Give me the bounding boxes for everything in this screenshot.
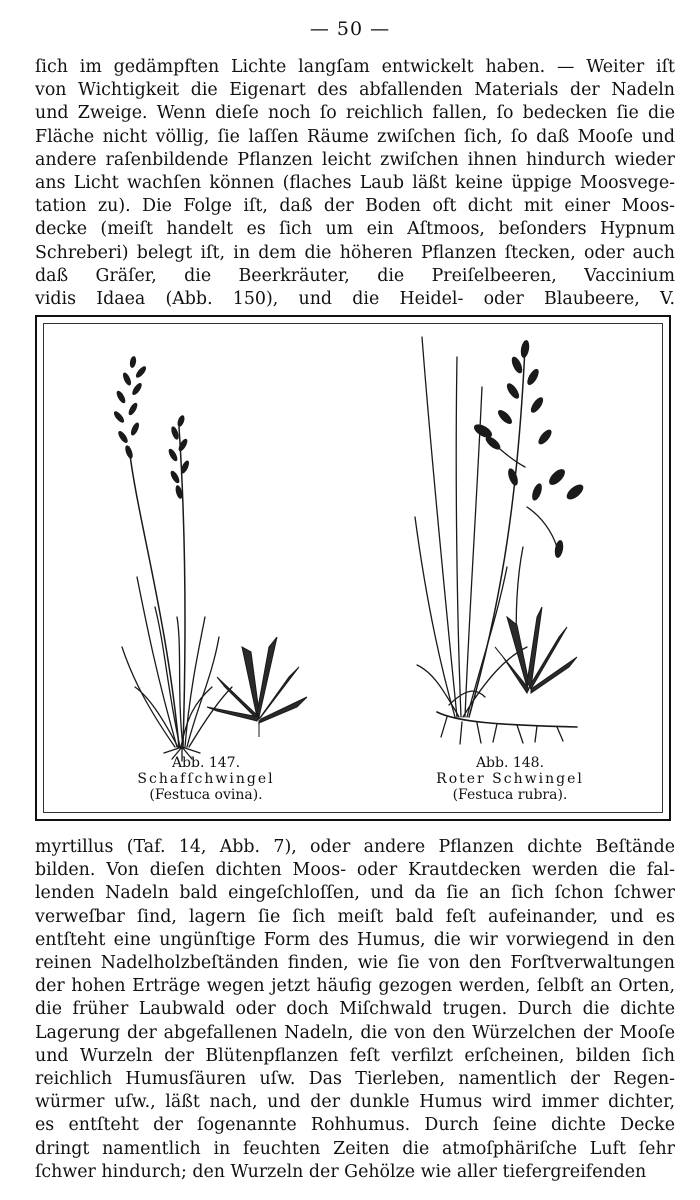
text-line: Lagerung der abgefallenen Nadeln, die von den Würzelchen der Mooſe — [35, 1022, 675, 1043]
paragraph-top — [35, 56, 675, 311]
text-line: der hohen Erträge wegen jetzt häufig gezogen werden, ſelbſt an Orten, — [35, 976, 675, 997]
caption-abb-148 — [395, 755, 625, 803]
text-line: entſteht eine ungünſtige Form des Humus, die wir vorwiegend in den — [35, 929, 675, 950]
text-line: andere raſenbildende Pflanzen leicht zwiſchen ihnen hindurch wieder — [35, 149, 675, 170]
text-line: bilden. Von dieſen dichten Moos- oder Krautdecken werden die fal- — [35, 860, 675, 881]
text-line: reichlich Humusſäuren uſw. Das Tierleben, namentlich der Regen- — [35, 1069, 675, 1090]
text-line: es entſteht der ſogenannte Rohhumus. Durch ſeine dichte Decke — [35, 1115, 675, 1136]
figure-number: Abb. 147. — [171, 755, 241, 771]
text-line: myrtillus (Taf. 14, Abb. 7), oder andere Pflanzen dichte Beſtände — [35, 837, 675, 857]
figure-title: Roter Schwingel — [436, 771, 584, 787]
text-line: von Wichtigkeit die Eigenart des abfallenden Materials der Nadeln — [35, 80, 675, 101]
text-line: lenden Nadeln bald eingeſchloſſen, und da ſie an ſich ſchon ſchwer — [35, 883, 675, 904]
figure-title: Schafſchwingel — [137, 771, 275, 787]
text-line: Schreberi) belegt iſt, in dem die höheren Pflanzen ſtecken, oder auch — [35, 242, 675, 263]
text-line: würmer uſw., läßt nach, und der dunkle Humus wird immer dichter, — [35, 1092, 675, 1113]
text-line: die früher Laubwald oder doch Miſchwald trugen. Durch die dichte — [35, 999, 675, 1020]
figure-latin-name: (Festuca ovina). — [149, 787, 263, 803]
figure-box — [35, 315, 671, 821]
text-line: ſich im gedämpften Lichte langſam entwickelt haben. — Weiter iſt — [35, 57, 675, 77]
text-line: reinen Nadelholzbeſtänden finden, wie ſie von den Forſtverwaltungen — [35, 953, 675, 974]
spikelet-cluster — [112, 356, 148, 460]
text-line: decke (meiſt handelt es ſich um ein Aſtmoos, beſonders Hypnum — [35, 219, 675, 240]
figure-number: Abb. 148. — [475, 755, 545, 771]
text-line: vidis Idaea (Abb. 150), und die Heidel- oder Blaubeere, V. — [35, 289, 675, 310]
text-line: Fläche nicht völlig, ſie laſſen Räume zwiſchen ſich, ſo daß Mooſe und — [35, 126, 675, 147]
text-line: tation zu). Die Folge iſt, daß der Boden oft dicht mit einer Moos- — [35, 196, 675, 217]
caption-abb-147 — [101, 755, 311, 803]
text-line: ſchwer hindurch; den Wurzeln der Gehölze wie aller tiefergreifenden — [35, 1161, 647, 1182]
festuca-rubra-illustration — [415, 337, 577, 744]
text-line: verweſbar ſind, lagern ſie ſich meiſt bald feſt aufeinander, und es — [35, 906, 675, 927]
text-line: dringt namentlich in feuchten Zeiten die atmoſphäriſche Luft ſehr — [35, 1138, 675, 1159]
text-line: und Wurzeln der Blütenpflanzen feſt verfilzt erſcheinen, bilden ſich — [35, 1045, 675, 1066]
page-number: — 50 — — [309, 18, 391, 40]
festuca-ovina-illustration — [37, 317, 673, 823]
text-line: daß Gräſer, die Beerkräuter, die Preiſelbeeren, Vaccinium — [35, 265, 675, 286]
paragraph-bottom — [35, 836, 675, 1184]
text-line: ans Licht wachſen können (flaches Laub läßt keine üppige Moosvege- — [35, 173, 675, 194]
text-line: und Zweige. Wenn dieſe noch ſo reichlich fallen, ſo bedecken ſie die — [35, 103, 675, 124]
figure-latin-name: (Festuca rubra). — [452, 787, 568, 803]
